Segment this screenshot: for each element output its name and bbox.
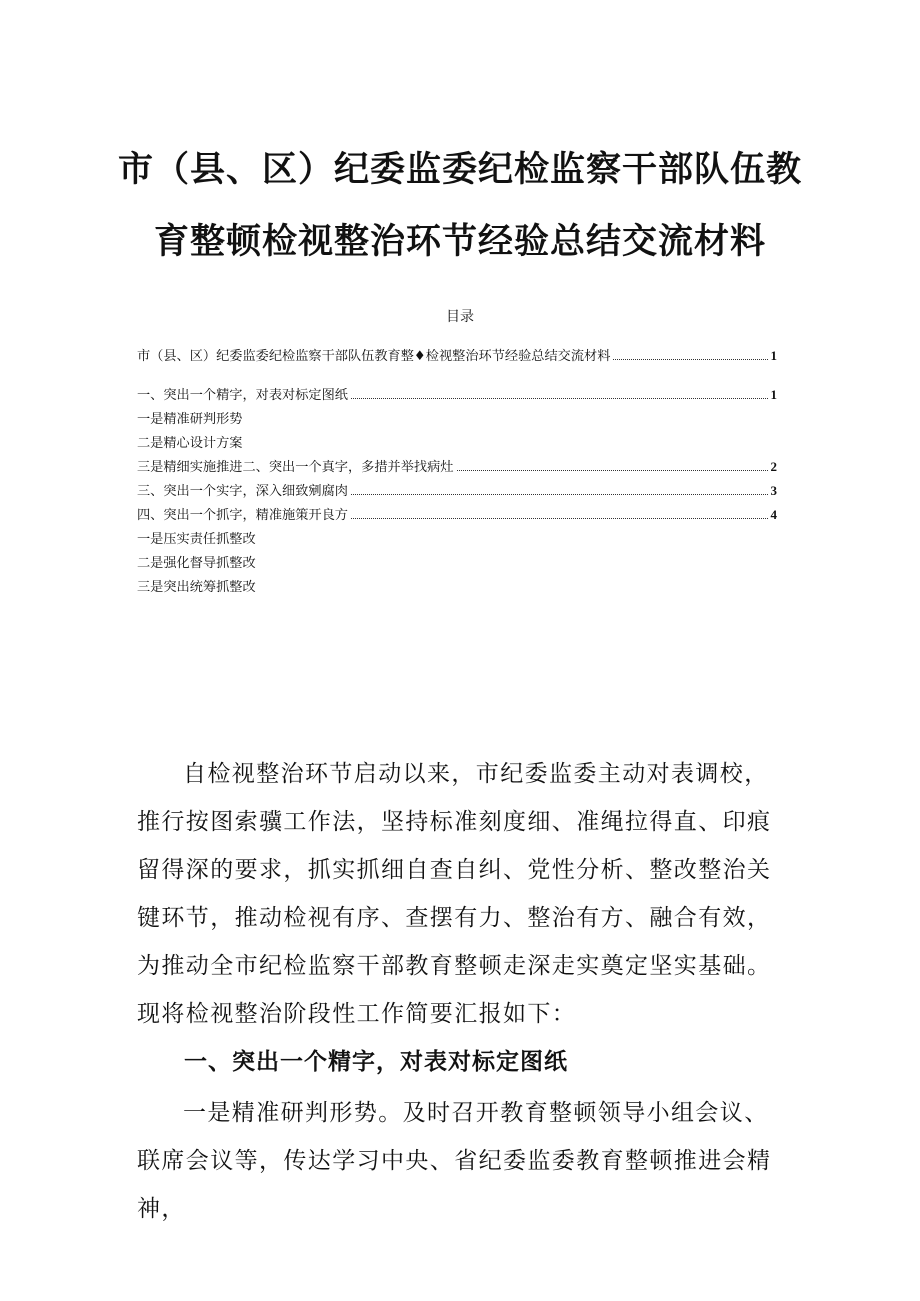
toc-entry-text: 二是精心设计方案	[137, 436, 243, 451]
toc-entry-text: 二是强化督导抓整改	[137, 556, 256, 571]
toc-page-number: 2	[770, 459, 777, 474]
toc-entry[interactable]	[137, 523, 777, 547]
toc-entry[interactable]	[137, 547, 777, 571]
document-title-line-2: 育整顿检视整治环节经验总结交流材料	[153, 222, 766, 262]
toc-entry-text: 三是精细实施推进二、突出一个真字，多措并举找病灶	[137, 460, 454, 475]
toc-entry[interactable]	[137, 340, 777, 364]
toc-leader-dots	[457, 469, 768, 471]
toc-entry-text: 三是突出统筹抓整改	[137, 580, 256, 595]
toc-entry-text: 市（县、区）纪委监委纪检监察干部队伍教育整♦检视整治环节经验总结交流材料	[137, 349, 611, 364]
toc-entry[interactable]	[137, 379, 777, 403]
toc-entry-text: 四、突出一个抓字，精准施策开良方	[137, 508, 348, 523]
toc-heading: 目录	[446, 309, 474, 325]
toc-entry[interactable]	[137, 403, 777, 427]
intro-paragraph: 自检视整治环节启动以来，市纪委监委主动对表调校，推行按图索骥工作法，坚持标准刻度细、准绳拉得直、印痕留得深的要求，抓实抓细自查自纠、党性分析、整改整治关键环节，推动检视有序、查摆有力、整治有方、融合有效，为推动全市纪检监察干部教育整顿走深走实奠定坚实基础。现将检视整治阶段性工作简要汇报如下：	[137, 761, 772, 1027]
toc-leader-dots	[351, 493, 768, 495]
toc-entry[interactable]	[137, 451, 777, 475]
toc-leader-dots	[613, 358, 767, 360]
section-heading: 一、突出一个精字，对表对标定图纸	[184, 1049, 568, 1075]
table-of-contents	[137, 340, 777, 595]
toc-leader-dots	[351, 517, 768, 519]
toc-entry-text: 一是精准研判形势	[137, 412, 243, 427]
toc-entry-text: 一是压实责任抓整改	[137, 532, 256, 547]
toc-page-number: 1	[770, 348, 777, 363]
toc-entry[interactable]	[137, 427, 777, 451]
toc-page-number: 4	[770, 507, 777, 522]
toc-entry[interactable]	[137, 571, 777, 595]
toc-entry-text: 一、突出一个精字，对表对标定图纸	[137, 388, 348, 403]
toc-page-number: 3	[770, 483, 777, 498]
toc-leader-dots	[351, 397, 768, 399]
section-paragraph: 一是精准研判形势。及时召开教育整顿领导小组会议、联席会议等，传达学习中央、省纪委监委教育整顿推进会精神，	[137, 1100, 772, 1222]
toc-page-number: 1	[770, 387, 777, 402]
document-title-line-1: 市（县、区）纪委监委纪检监察干部队伍教	[117, 150, 802, 190]
toc-entry-text: 三、突出一个实字，深入细致剜腐肉	[137, 484, 348, 499]
toc-entry[interactable]	[137, 499, 777, 523]
toc-entry[interactable]	[137, 475, 777, 499]
